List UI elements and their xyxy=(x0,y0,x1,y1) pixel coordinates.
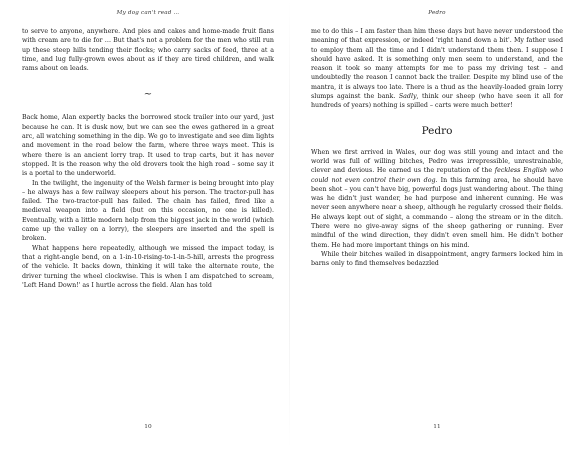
paragraph: What happens here repeatedly, although we missed the impact today, is that a right-angle bend, on a 1-in-10-rising-to-1-in-5-hill, arrests the progress of the vehicle. It backs down, thinking it will take the alternate route, the driver turning the wheel clockwise. This is when I am dispatched to scream, 'Left Hand Down!' as I hurtle across the field. Alan has told xyxy=(22,244,274,289)
page-body xyxy=(22,27,274,290)
right-page xyxy=(311,0,563,450)
paragraph: Back home, Alan expertly backs the borrowed stock trailer into our yard, just because he can. It is dusk now, but we can see the ewes gathered in a great arc, all watching something in the dip. We go to investigate and see dim lights and movement in the road below the farm, where three ways meet. This is where there is an ancient lorry trap. It used to trap carts, but it has never stopped. It is the reason why the old drovers took the high road – some say it is a portal to the underworld. xyxy=(22,114,274,178)
paragraph: While their bitches wailed in disappointment, angry farmers locked him in barns only to find themselves bedazzled xyxy=(311,250,563,268)
paragraph xyxy=(311,27,563,111)
running-head: My dog can't read … xyxy=(116,10,180,16)
paragraph: to serve to anyone, anywhere. And pies and cakes and home-made fruit flans with cream are to die for … But that's not a problem for the men who still run up these steep hills tending their flocks; who carry sacks of feed, three at a time, and lug fully-grown ewes about as if they are tired children, and walk rams about on leads. xyxy=(22,28,274,73)
gutter xyxy=(289,0,290,450)
page-number: 10 xyxy=(144,424,152,430)
emphasis: Sadly xyxy=(398,93,417,101)
running-head: Pedro xyxy=(428,10,446,16)
text-run: , think our sheep (who have seen it all for hundreds of years) nothing is spilled – carts were much better! xyxy=(311,93,563,110)
emphasis: feckless English who could not even control their own dog xyxy=(311,167,563,184)
page-body xyxy=(311,27,563,269)
text-run: When we first arrived in Wales, our dog was still young and intact and the world was full of willing bitches, Pedro was irrepressible, unrestrainable, clever and devious. He earned us the reputation of the xyxy=(311,148,563,175)
text-run: me to do this – I am faster than him these days but have never understood the meaning of that expression, or indeed 'right hand down a bit'. My father used to employ them all the time and I didn't understand them then. I suppose I should have asked. It is something only men seem to understand, and the reason it took so many attempts for me to pass my driving test – and undoubtedly the reason I cannot back the trailer. Despite my blind use of the mantra, it is always too late. There is a thud as the heavily-loaded grain lorry slumps against the bank. xyxy=(311,28,563,101)
paragraph: In the twilight, the ingenuity of the Welsh farmer is being brought into play – he always has a few railway sleepers about his person. The tractor-pull has failed. The two-tractor-pull has failed. The chain has failed, fired like a medieval weapon into a field (but on this occasion, no one is killed). Eventually, with a little modern help from the biggest jack in the world (which came up the valley on a lorry), the sleepers are inserted and the spell is broken. xyxy=(22,179,274,243)
paragraph xyxy=(311,148,563,250)
text-run: . In this farming area, he should have been shot – you can't have big, powerful dogs just wandering about. The thing was he didn't just wander, he had purpose and inherent cunning. He was never seen anywhere near a sheep, although he regularly crossed their fields. He always kept out of sight, a commando – along the stream or in the ditch. There were no give-away signs of the sheep gathering or running. Ever mindful of the wind direction, they didn't even smell him. He didn't bother them. He had more important things on his mind. xyxy=(311,176,564,249)
section-break-ornament: ~ xyxy=(143,89,153,101)
left-page xyxy=(22,0,274,450)
chapter-title: Pedro xyxy=(421,124,453,137)
page-number: 11 xyxy=(433,424,441,430)
